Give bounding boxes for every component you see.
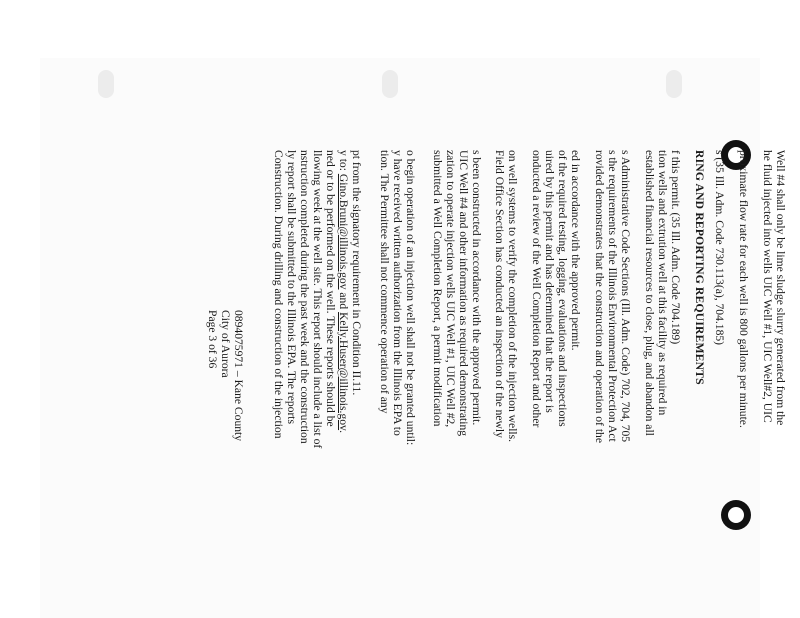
text-line: zation to operate injection wells UIC Well #1, UIC Well #2, <box>444 150 457 428</box>
email-link-kelly[interactable]: Kelly.Huser@illinois.gov <box>337 312 350 431</box>
text-line: tion. The Permittee shall not commence operation of any <box>378 150 391 414</box>
text-line: onducted a review of the Well Completion Report and other <box>530 150 543 428</box>
text-line: s been constructed in accordance with the approved permit. <box>470 150 483 426</box>
text-line: ed in accordance with the approved permit. <box>569 150 582 351</box>
text-line: llowing week at the well site. This report should include a list of <box>311 150 324 449</box>
rotated-document-body <box>130 150 787 618</box>
document-header <box>206 310 245 510</box>
punch-hole-left <box>98 70 114 98</box>
text-span: y to: <box>337 150 350 174</box>
text-line: f this permit. (35 Ill. Adm. Code 704.189) <box>669 150 682 345</box>
permit-number: 0894075971 – Kane County <box>232 310 245 442</box>
section-heading: RING AND REPORTING REQUIREMENTS <box>693 150 706 385</box>
text-line: on well systems to verify the completion of the injection wells. <box>506 150 519 443</box>
email-link-gino[interactable]: Gino.Bruni@illinois.gov <box>337 173 350 290</box>
text-line: Field Office Section has conducted an inspection of the newly <box>493 150 506 438</box>
text-line: y have received written authorization from the Illinois EPA to <box>391 150 404 436</box>
text-line: tion wells and extrution well at this facility as required in <box>656 150 669 416</box>
text-line: rovided demonstrates that the construction and operation of the <box>593 150 606 443</box>
registration-mark-bottom <box>723 502 749 528</box>
text-line: ned or to be performed on the well. These reports should be <box>324 150 337 427</box>
text-line: s Administrative Code Sections (Ill. Adm. Code) 702, 704, 705 <box>619 150 632 443</box>
text-line: pt from the signatory requirement in Condition II.11. <box>350 150 363 396</box>
text-line: ly report shall be submitted to the Illinois EPA. The reports <box>285 150 298 425</box>
punch-hole-center <box>382 70 398 98</box>
permittee-name: City of Aurora <box>219 310 232 378</box>
text-line: s the requirements of the Illinois Environmental Protection Act <box>606 150 619 442</box>
text-line: o begin operation of an injection well shall not be granted until: <box>404 150 417 446</box>
text-line-with-links <box>337 150 350 433</box>
punch-hole-right <box>666 70 682 98</box>
text-line: established financial resources to close, plug, and abandon all <box>643 150 656 436</box>
text-line: proximate flow rate for each well is 800 gallons per minute. <box>737 150 750 428</box>
text-line: UIC Well #4 and other information as required demonstrating <box>457 150 470 437</box>
text-line: s (35 Ill. Adm. Code 730.113(a), 704.185) <box>713 150 726 346</box>
text-line: submitted a Well Completion Report, a permit modification <box>431 150 444 427</box>
text-line: he fluid injected into wells UIC Well #1, UIC Well#2, UIC <box>761 150 774 423</box>
text-line: nstruction completed during the past week and the construction <box>298 150 311 444</box>
text-span: and <box>337 289 350 313</box>
page-number: Page 3 of 36 <box>206 310 219 369</box>
text-line: of the required testing, logging, evaluations and inspections <box>556 150 569 427</box>
text-line: uired by this permit and has determined that the report is <box>543 150 556 413</box>
text-line: Well #4 shall only be lime sludge slurry generated from the <box>774 150 787 426</box>
text-line: Construction. During drilling and construction of the injection <box>272 150 285 439</box>
text-span: . <box>337 430 350 433</box>
